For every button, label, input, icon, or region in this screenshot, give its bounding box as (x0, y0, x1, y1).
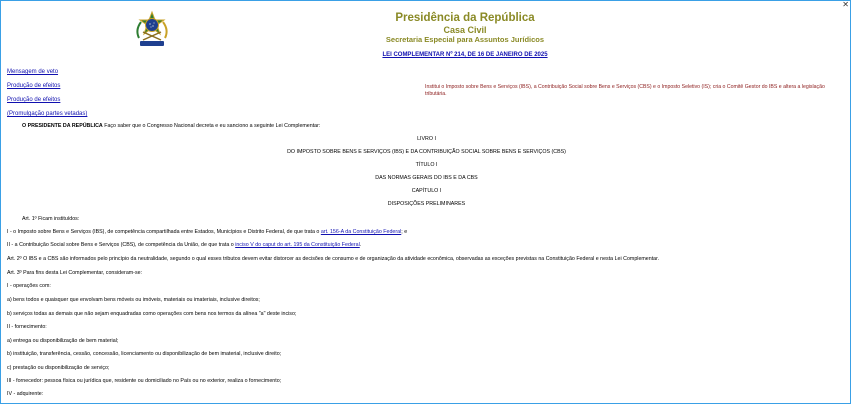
art1-inciso-ii (7, 242, 361, 249)
art3-ii-c: c) prestação ou disponibilização de serviço; (7, 365, 110, 371)
heading-livro: LIVRO I (417, 136, 436, 142)
preamble (22, 123, 320, 130)
art3-i-b: b) serviços todas as demais que não sejam enquadradas como operações com bens nos termos da alínea "a" deste inciso; (7, 311, 297, 317)
header-casa-civil: Casa Civil (443, 25, 487, 35)
heading-titulo: TÍTULO I (415, 162, 438, 168)
link-producao-de-efeitos-1[interactable]: Produção de efeitos (7, 83, 61, 89)
art2: Art. 2º O IBS e a CBS são informados pelo princípio da neutralidade, segundo o qual esses tributos devem evitar distorcer as decisões de consumo e de organização da atividade econômica, observadas as exceções previstas na Constituição Federal e nesta Lei Complementar. (7, 256, 660, 262)
brasao-crest-icon (131, 10, 173, 50)
link-mensagem-de-veto[interactable]: Mensagem de veto (7, 69, 59, 75)
ementa-text: Institui o Imposto sobre Bens e Serviços (IBS), a Contribuição Social sobre Bens e Serviços (CBS) e o Imposto Seletivo (IS); cria o Comitê Gestor do IBS e altera a legislação tributária. (425, 84, 825, 97)
heading-livro-title: DO IMPOSTO SOBRE BENS E SERVIÇOS (IBS) E DA CONTRIBUIÇÃO SOCIAL SOBRE BENS E SERVIÇOS (CBS) (287, 149, 566, 155)
heading-titulo-title: DAS NORMAS GERAIS DO IBS E DA CBS (375, 175, 478, 181)
heading-capitulo-title: DISPOSIÇÕES PRELIMINARES (387, 201, 466, 207)
link-producao-de-efeitos-2[interactable]: Produção de efeitos (7, 97, 61, 103)
link-art-156a-cf[interactable]: art. 156-A da Constituição Federal (320, 229, 402, 235)
header-presidencia: Presidência da República (395, 12, 535, 24)
art3-caput: Art. 3º Para fins desta Lei Complementar, consideram-se: (7, 270, 143, 276)
preamble-text: Faço saber que o Congresso Nacional decreta e eu sanciono a seguinte Lei Complementar: (102, 123, 321, 129)
art1-ii-post: . (359, 242, 362, 248)
header-secretaria: Secretaria Especial para Assuntos Jurídicos (385, 35, 545, 44)
art3-inciso-iv: IV - adquirente: (7, 391, 44, 397)
art1-i-post: ; e (401, 229, 408, 235)
art1-inciso-i (7, 229, 407, 236)
art3-inciso-ii: II - fornecimento: (7, 324, 47, 330)
close-icon[interactable]: ✕ (842, 0, 849, 9)
art3-inciso-i: I - operações com: (7, 283, 51, 289)
link-inciso-v-art-195-cf[interactable]: inciso V do caput do art. 195 da Constituição Federal (235, 242, 360, 248)
art1-ii-pre: II - a Contribuição Social sobre Bens e Serviços (CBS), de competência da União, de que trata o (7, 242, 236, 248)
art1-i-pre: I - o Imposto sobre Bens e Serviços (IBS), de competência compartilhada entre Estados, Municípios e Distrito Federal, de que trata o (7, 229, 321, 235)
heading-capitulo: CAPÍTULO I (411, 188, 442, 194)
art3-ii-b: b) instituição, transferência, cessão, concessão, licenciamento ou disponibilização de bem imaterial, inclusive direito; (7, 351, 282, 357)
art3-inciso-iii: III - fornecedor: pessoa física ou jurídica que, residente ou domiciliado no País ou no exterior, realiza o fornecimento; (7, 378, 282, 384)
art1-caput: Art. 1º Ficam instituídos: (22, 216, 80, 222)
law-title-link[interactable]: LEI COMPLEMENTAR Nº 214, DE 16 DE JANEIRO DE 2025 (382, 52, 548, 58)
preamble-bold: O PRESIDENTE DA REPÚBLICA (22, 123, 103, 129)
link-promulgacao-partes-vetadas[interactable]: (Promulgação partes vetadas) (7, 111, 88, 117)
art3-ii-a: a) entrega ou disponibilização de bem material; (7, 338, 119, 344)
art3-i-a: a) bens todos e quaisquer que envolvam bens móveis ou imóveis, materiais ou imateriais, inclusive direitos; (7, 297, 260, 303)
